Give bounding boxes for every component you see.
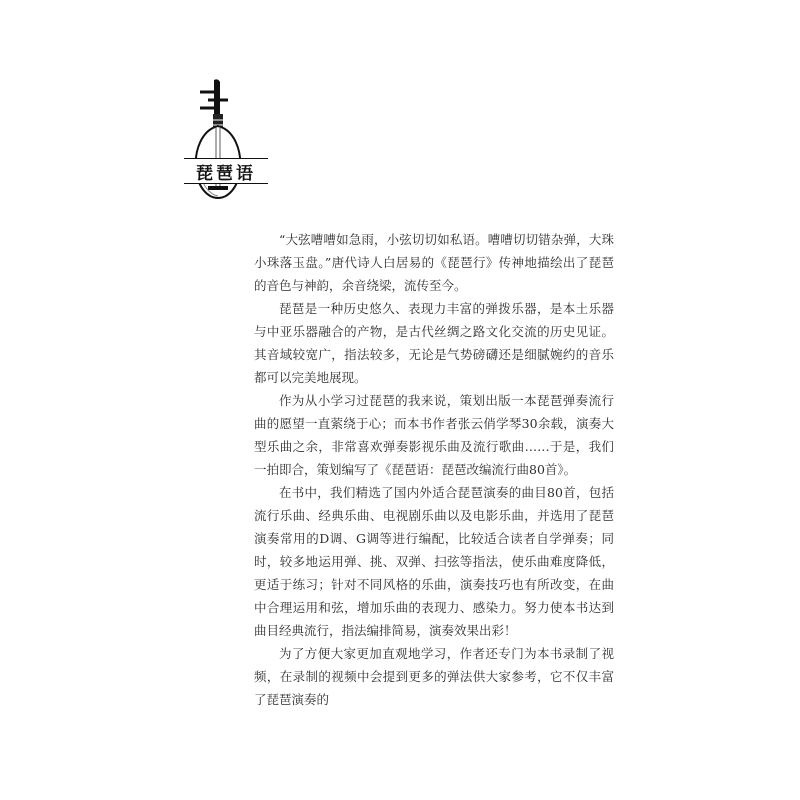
emblem-title: 琵琶语 xyxy=(184,158,268,184)
paragraph-3: 作为从小学习过琵琶的我来说，策划出版一本琵琶弹奏流行曲的愿望一直萦绕于心；而本书作者张云俏学琴30余载，演奏大型乐曲之余，非常喜欢弹奏影视乐曲及流行歌曲……于是，我们一拍即合，策划编写了《琵琶语：琵琶改编流行曲80首》。 xyxy=(254,393,614,477)
pipa-emblem xyxy=(178,78,278,206)
paragraph-2: 琵琶是一种历史悠久、表现力丰富的弹拨乐器，是本土乐器与中亚乐器融合的产物，是古代丝绸之路文化交流的历史见证。其音域较宽广，指法较多，无论是气势磅礴还是细腻婉约的音乐都可以完美地展现。 xyxy=(254,301,614,385)
preface-text xyxy=(254,228,614,711)
paragraph-4: 在书中，我们精选了国内外适合琵琶演奏的曲目80首，包括流行乐曲、经典乐曲、电视剧乐曲以及电影乐曲，并选用了琵琶演奏常用的D调、G调等进行编配，比较适合读者自学弹奏；同时，较多地运用弹、挑、双弹、扫弦等指法，使乐曲难度降低，更适于练习；针对不同风格的乐曲，演奏技巧也有所改变，在曲中合理运用和弦，增加乐曲的表现力、感染力。努力使本书达到曲目经典流行，指法编排简易，演奏效果出彩！ xyxy=(254,485,614,638)
paragraph-1: “大弦嘈嘈如急雨，小弦切切如私语。嘈嘈切切错杂弹，大珠小珠落玉盘。”唐代诗人白居易的《琵琶行》传神地描绘出了琵琶的音色与神韵，余音绕梁，流传至今。 xyxy=(254,232,614,293)
pipa-instrument-icon xyxy=(178,78,278,206)
paragraph-5: 为了方便大家更加直观地学习，作者还专门为本书录制了视频，在录制的视频中会提到更多的弹法供大家参考，它不仅丰富了琵琶演奏的 xyxy=(254,646,614,707)
